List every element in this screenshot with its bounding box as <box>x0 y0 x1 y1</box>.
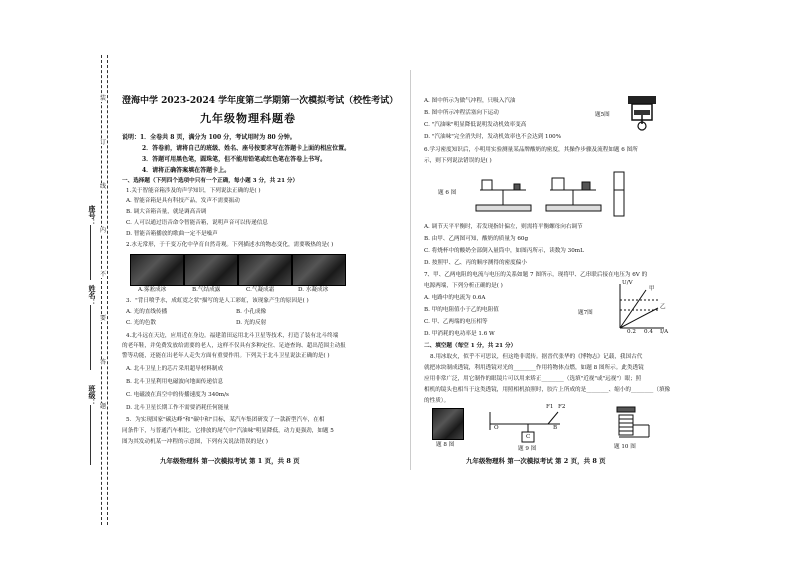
q4-stem-2: 的老年鞋，并免费发放给需要的老人，这样不仅具有多种定位、足迹查询、超出范围主动报 <box>122 343 346 349</box>
name-label: 姓名： <box>88 285 97 306</box>
q8-line-1: 8.用冰取火，似乎不可思议，但这绝非谎传。据晋代张华的《博物志》记载，我国古代 <box>430 354 643 360</box>
q8-line-2: 就把冰块制成透镜，利用透镜对光的________作用将物体点燃，如题 8 图所示。此类透镜 <box>424 365 644 371</box>
name-line <box>90 305 91 370</box>
seat-label: 座号： <box>88 205 97 226</box>
instruction-3: 3．答题可用黑色笔，圆珠笔，但不能用铅笔或红色笔在答卷上书写。 <box>142 156 327 163</box>
q5-option-a: A. 图中所示为做气冲程，只吸入汽油 <box>424 98 516 104</box>
q1-option-d: D. 智能音箱播放的歌曲一定不是噪声 <box>126 231 218 237</box>
q2-photo-a <box>130 254 184 286</box>
q3-option-d: D. 光的反射 <box>236 320 267 326</box>
fig7-series-yi: 乙 <box>660 304 666 310</box>
binding-line-word: 不 <box>100 271 107 278</box>
fig7-xlabel: I/A <box>660 329 669 335</box>
q3-option-b: B. 小孔成像 <box>236 309 267 315</box>
right-footer: 九年级物理科 第一次模拟考试 第 2 页，共 8 页 <box>466 457 606 465</box>
q2-stem: 2.水无常形，于千变万化中孕育自然奇观。下列描述水的物态变化，需要吸热的是( ) <box>126 242 334 248</box>
fig10-electromagnet <box>605 405 655 441</box>
q3-option-c: C. 光的色散 <box>126 320 157 326</box>
binding-line-word: 订 <box>100 139 107 146</box>
q5-stem-3: 图为其发动机某一冲程的示意图，下列有关说法错误的是( ) <box>122 439 268 445</box>
section-1-heading: 一、选择题（下列四个选项中只有一个正确，每小题 3 分，共 21 分） <box>122 178 299 184</box>
q4-option-d: D. 北斗卫星长期工作不需要消耗任何能量 <box>126 405 229 411</box>
fig9-c: C <box>526 434 531 440</box>
q1-option-c: C. 人可以通过语音命令智能音箱，说明声音可以传递信息 <box>126 220 268 226</box>
q7-option-a: A. 电路中的电流为 0.6A <box>424 295 486 301</box>
fig9-caption: 题 9 图 <box>518 446 537 452</box>
q4-stem-1: 4.北斗远在天边，应用近在身边。福建莆田运用北斗卫星等技术，打造了装有北斗终端 <box>126 333 339 339</box>
fig5-engine <box>622 92 662 132</box>
q7-option-c: C. 甲、乙两端的电压相等 <box>424 319 488 325</box>
fig9-b: B <box>553 425 558 431</box>
fig6-balance <box>470 170 630 220</box>
q8-line-4: 相机的镜头也相当于这类透镜，用照相机拍照时，胶片上所成的是________、缩小的________（填像 <box>424 387 671 393</box>
q6-stem-2: 示，则下列说法错误的是( ) <box>424 158 492 164</box>
binding-line-word: 线 <box>100 183 107 190</box>
binding-line-inner <box>107 55 108 525</box>
q4-option-c: C. 电磁波在真空中的传播速度为 340m/s <box>126 392 229 398</box>
q2-caption-c: C.气凝成霜 <box>246 287 275 293</box>
q7-option-b: B. 甲的电阻值小于乙的电阻值 <box>424 307 499 313</box>
q7-option-d: D. 甲消耗的电功率是 1.6 W <box>424 331 495 337</box>
exam-subtitle: 九年级物理科题卷 <box>200 112 296 125</box>
q2-photo-b <box>184 254 238 286</box>
fig6-caption: 题 6 图 <box>438 190 457 196</box>
q2-caption-d: D. 水凝成冰 <box>298 287 329 293</box>
q5-option-d: D. "汽油味"完全消失时，发动机效率也不会达到 100% <box>424 134 562 140</box>
q7-stem-2: 电源两端，下列分析正确的是( ) <box>424 283 503 289</box>
section-2-heading: 二、填空题（每空 1 分，共 21 分） <box>424 343 517 349</box>
q4-option-b: B. 北斗卫星利用电磁波向地面传递信息 <box>126 379 224 385</box>
q6-option-b: B. 由甲、乙两图可知，酸奶的质量为 60g <box>424 236 529 242</box>
q4-stem-3: 警等功能，还能在出老年人走失方面有重要作用。下列关于北斗卫星说法正确的是( ) <box>122 353 330 359</box>
q6-option-d: D. 按照甲、乙、丙的顺序测得的密度偏小 <box>424 260 527 266</box>
left-footer: 九年级物理科 第一次模拟考试 第 1 页，共 8 页 <box>160 457 300 465</box>
q1-option-a: A. 智能音箱是具有科技产品，发声不需要振动 <box>126 198 240 204</box>
instruction-4: 4．请将正确答案填在答题卡上。 <box>142 167 231 174</box>
class-line <box>90 405 91 465</box>
q8-line-5: 的性质）。 <box>424 398 450 404</box>
q2-caption-a: A.雾凇成冰 <box>138 287 167 293</box>
q1-stem: 1.关于智能音箱涉及的声学知识，下列说法正确的是( ) <box>126 188 261 194</box>
binding-line-word: 要 <box>100 315 107 322</box>
q1-option-b: B. 调大音箱音量，就是调高音调 <box>126 209 207 215</box>
q5-option-b: B. 图中所示冲程活塞向下运动 <box>424 110 499 116</box>
binding-line <box>101 55 102 525</box>
fig8-caption: 题 8 图 <box>436 442 455 448</box>
q2-photo-d <box>292 254 346 286</box>
q5-stem-2: 同条件下，与普通汽车相比，它排放的尾气中"汽油味"明显降低，动力更强劲，如题 5 <box>122 428 334 434</box>
q6-option-a: A. 调节天平平衡时，若发现指针偏左，则需将平衡螺母向右调节 <box>424 224 583 230</box>
fig5-caption: 题5图 <box>595 112 610 118</box>
q8-line-3: 应用非常广泛，用它制作的眼镜片可以用来矫正________（选填"近视"或"远视"）眼；照 <box>424 376 642 382</box>
binding-line-word: 装 <box>100 95 107 102</box>
page-divider <box>410 70 411 470</box>
seat-line <box>90 225 91 280</box>
binding-line-word: 内 <box>100 227 107 234</box>
binding-line-word: 题 <box>100 403 107 410</box>
fig9-o: O <box>494 425 499 431</box>
q3-option-a: A. 光的直线传播 <box>126 309 168 315</box>
q2-caption-b: B.气结成露 <box>192 287 221 293</box>
q6-option-c: C. 将烧杯中的酸奶全部倒入量筒中，如图丙所示，读数为 30mL <box>424 248 584 254</box>
fig7-tick-1: 0.2 <box>627 329 636 335</box>
fig9-f1: F1 <box>546 404 554 410</box>
instruction-2: 2．答卷前，请将自己的班级、姓名、座号按要求写在答题卡上面的相应位置。 <box>142 145 351 152</box>
q4-option-a: A. 北斗卫星上的芯片采用超导材料制成 <box>126 366 224 372</box>
fig7-tick-2: 0.4 <box>644 329 653 335</box>
fig9-f2: F2 <box>558 404 566 410</box>
binding-line-word: 答 <box>100 359 107 366</box>
fig10-caption: 题 10 图 <box>614 444 636 450</box>
fig7-series-jia: 甲 <box>649 286 655 292</box>
fig7-ylabel: U/V <box>622 280 633 286</box>
q3-stem: 3．"背日喷乎水，成虹霓之状"描写的是人工彩虹，该现象产生的原因是( ) <box>126 298 309 304</box>
q5-stem-1: 5．为实现国家"碳达峰"和"碳中和"目标，某汽车集团研发了一款新型汽车，在相 <box>126 417 325 423</box>
q5-option-c: C. "汽油味"明显降低说明发动机效率变高 <box>424 122 527 128</box>
fig7-caption: 题7图 <box>578 310 593 316</box>
instruction-1: 说明：1．全卷共 8 页，满分为 100 分，考试用时为 80 分钟。 <box>122 134 296 141</box>
q7-stem-1: 7、甲、乙两电阻的电流与电压的关系如题 7 图所示，现将甲、乙串联后接在电压为 6V 的 <box>424 272 648 278</box>
fig8-photo <box>432 408 464 440</box>
exam-title: 澄海中学 2023-2024 学年度第二学期第一次模拟考试（校性考试） <box>122 96 399 106</box>
q2-photo-c <box>238 254 292 286</box>
q6-stem-1: 6.学习密度知识后，小明用实验测量某品牌酸奶的密度，其操作步骤及流程如题 6 图所 <box>424 147 638 153</box>
class-label: 班级： <box>88 385 97 406</box>
